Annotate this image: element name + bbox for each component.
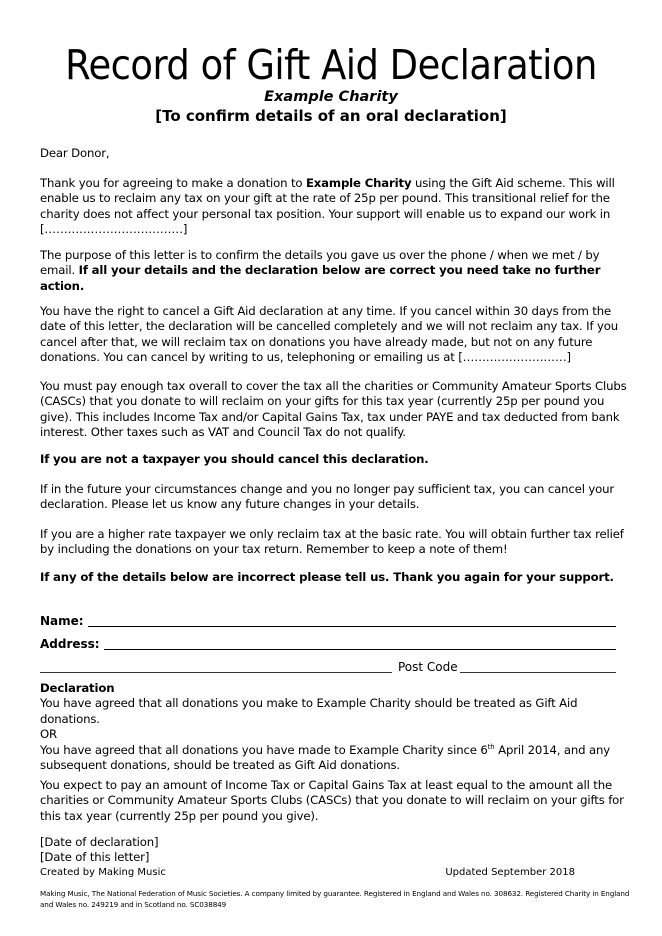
paragraph-purpose (40, 248, 630, 294)
salutation (40, 146, 630, 161)
p1-charity-name: Example Charity (305, 176, 412, 190)
p7-text: If you are a higher rate taxpayer we only reclaim tax at the basic rate. You will obtain further tax relief by including the donations on your tax return. Remember to keep a note of them! (40, 527, 624, 557)
postcode-label: Post Code (398, 660, 458, 674)
p1-text-pre: Thank you for agreeing to make a donation to (40, 176, 306, 190)
p2-text-pre: The purpose of this letter is to confirm the details you gave us over the phone / when we met / by email. (40, 248, 600, 278)
address-input-line[interactable] (104, 637, 616, 650)
footer-row (40, 866, 575, 880)
address-field-row (40, 636, 616, 652)
date-of-declaration: [Date of declaration] (40, 835, 159, 849)
name-input-line[interactable] (88, 614, 616, 627)
date-of-letter: [Date of this letter] (40, 850, 150, 865)
declaration-option-1: You have agreed that all donations you make to Example Charity should be treated as Gift Aid donations. (40, 696, 578, 726)
paragraph-higher-rate (40, 527, 630, 558)
paragraph-circumstance-change (40, 482, 630, 513)
document-title: Record of Gift Aid Declaration (65, 41, 597, 89)
p8-text: If any of the details below are incorrect please tell us. Thank you again for your support. (40, 570, 614, 584)
p6-text: If in the future your circumstances change and you no longer pay sufficient tax, you can cancel your declaration. Please let us know any future changes in your details. (40, 482, 615, 512)
name-label: Name: (40, 614, 84, 628)
declaration-heading: Declaration (40, 681, 115, 695)
paragraph-incorrect-details (40, 570, 630, 585)
salutation-text: Dear Donor, (40, 146, 110, 160)
paragraph-non-taxpayer-warning (40, 452, 630, 467)
footer-created-by: Created by Making Music (40, 867, 166, 878)
p5-text: If you are not a taxpayer you should cancel this declaration. (40, 452, 429, 466)
charity-name-subtitle: Example Charity (264, 89, 398, 105)
paragraph-donation-thanks (40, 176, 630, 238)
footer-updated-date: Updated September 2018 (445, 867, 575, 878)
postcode-input-line[interactable] (460, 660, 616, 673)
footer-legal-notice: Making Music, The National Federation of Music Societies. A company limited by guarantee. Registered in England and Wales no. 308632. Registered Charity in England and Wales no. 249219 and in Scotland no. SC038849 (40, 889, 630, 909)
p4-text: You must pay enough tax overall to cover the tax all the charities or Community Amateur Sports Clubs (CASCs) that you donate to will reclaim on your gifts for this tax year (currently 25p per pound you give). This includes Income Tax and/or Capital Gains Tax, tax under PAYE and tax deducted from bank interest. Other taxes such as VAT and Council Tax do not qualify. (40, 379, 627, 440)
declaration-section (40, 681, 630, 773)
paragraph-cancel-rights (40, 304, 630, 366)
p1-text-post: using the Gift Aid scheme. This will enable us to reclaim any tax on your gift at the rate of 25p per pound. This transitional relief for the charity does not affect your personal tax position. Your support will enable us to expand our work in [………………………………] (40, 176, 615, 237)
expectation-text: You expect to pay an amount of Income Tax or Capital Gains Tax at least equal to the amount all the charities or Community Amateur Sports Clubs (CASCs) that you donate to will reclaim on your gifts for this tax year (currently 25p per pound you give). (40, 778, 624, 823)
address-label: Address: (40, 637, 100, 651)
declaration-or: OR (40, 727, 58, 742)
date-placeholders (40, 835, 630, 866)
address-postcode-row (40, 659, 616, 675)
purpose-subtitle: [To confirm details of an oral declaration] (155, 107, 507, 125)
tax-expectation-paragraph (40, 778, 630, 824)
declaration-option-2: You have agreed that all donations you have made to Example Charity since 6th April 2014, and any subsequent donations, should be treated as Gift Aid donations. (40, 742, 611, 773)
paragraph-tax-requirements (40, 379, 630, 441)
p3-text: You have the right to cancel a Gift Aid declaration at any time. If you cancel within 30 days from the date of this letter, the declaration will be cancelled completely and we will not reclaim any tax. If you cancel after that, we will reclaim tax on donations you have already made, but not on any future donations. You can cancel by writing to us, telephoning or emailing us at [………………………] (40, 304, 619, 365)
name-field-row (40, 613, 616, 629)
address-line2-input[interactable] (40, 660, 392, 673)
p2-no-action-notice: If all your details and the declaration below are correct you need take no further action. (40, 263, 601, 293)
